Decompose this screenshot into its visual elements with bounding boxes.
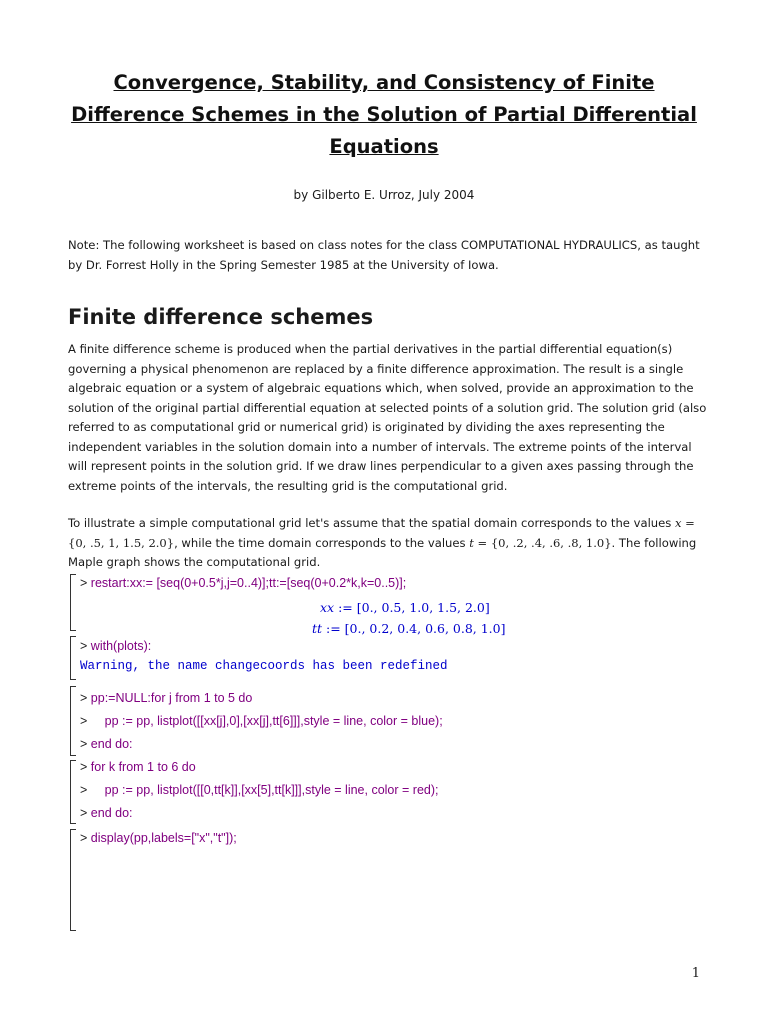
paragraph-2-text-b: , while the time domain corresponds to the values [174,535,470,550]
maple-prompt: > [80,806,88,820]
title-line-1: Convergence, Stability, and Consistency of Finite [113,71,655,94]
paragraph-2-text-a: To illustrate a simple computational grid let's assume that the spatial domain corresponds to the values [68,516,676,530]
maple-prompt: > [80,760,88,774]
maple-cmd-restart: restart:xx:= [seq(0+0.5*j,j=0..4)];tt:=[seq(0+0.2*k,k=0..5)]; [90,576,407,590]
output-tt-val: := [0., 0.2, 0.4, 0.6, 0.8, 1.0] [322,621,506,636]
maple-warning: Warning, the name changecoords has been redefined [80,659,448,673]
exec-group-1-bracket[interactable] [70,574,71,631]
maple-prompt: > [80,714,88,728]
paragraph-1: A finite difference scheme is produced when the partial derivatives in the partial differential equation(s) governing a physical phenomenon are replaced by a finite difference approximation. The result is a single algebraic equation or a system of algebraic equations which, when solved, provide an approximation to the solution of the original partial differential equation at selected points of a solution grid. The solution grid (also referred to as computational grid or numerical grid) is originated by dividing the axes representing the independent variables in the solution domain into a number of intervals. The extreme points of the interval will represent points in the solution grid. If we draw lines perpendicular to a given axes passing through the extreme points of the intervals, the resulting grid is the computational grid. [68,342,707,493]
maple-input-restart[interactable] [80,576,406,590]
paragraph-2-text-c: . The following Maple graph shows the computational grid. [68,535,697,569]
maple-output-tt [312,621,506,636]
maple-output-xx [320,600,490,615]
maple-input-pp-k[interactable] [80,783,439,797]
maple-cmd-display: display(pp,labels=["x","t"]); [90,831,237,845]
maple-cmd-pp-j: pp := pp, listplot([[xx[j],0],[xx[j],tt[6]]],style = line, color = blue); [87,714,443,728]
t-domain-math [469,536,611,550]
t-domain-set: = {0, .2, .4, .6, .8, 1.0} [473,535,612,550]
exec-group-4-bracket[interactable] [70,760,71,824]
maple-cmd-end-2: end do: [90,806,133,820]
document-title [60,67,708,163]
paragraph-2 [68,514,714,573]
x-variable: x [675,516,682,530]
maple-input-display[interactable] [80,831,237,845]
note-paragraph: Note: The following worksheet is based on class notes for the class COMPUTATIONAL HYDRAULICS, as taught by Dr. Forrest Holly in the Spring Semester 1985 at the University of Iowa. [68,238,700,272]
maple-input-with[interactable] [80,639,151,653]
maple-prompt: > [80,737,88,751]
output-tt-var: tt [312,621,323,636]
maple-input-end-2[interactable] [80,806,133,820]
title-line-2: Difference Schemes in the Solution of Partial Differential [71,103,697,126]
maple-cmd-for-k: for k from 1 to 6 do [90,760,196,774]
maple-prompt: > [80,783,88,797]
maple-input-end-1[interactable] [80,737,133,751]
maple-prompt: > [80,691,88,705]
maple-cmd-with: with(plots): [90,639,152,653]
maple-cmd-end-1: end do: [90,737,133,751]
x-domain-set: = {0, .5, 1, 1.5, 2.0} [68,516,695,550]
exec-group-5-bracket[interactable] [70,829,71,931]
exec-group-3-bracket[interactable] [70,686,71,756]
maple-input-pp-j[interactable] [80,714,443,728]
page-number: 1 [691,966,700,981]
maple-cmd-pp-k: pp := pp, listplot([[0,tt[k]],[xx[5],tt[k]]],style = line, color = red); [87,783,439,797]
output-xx-var: xx [320,600,335,615]
maple-input-for-k[interactable] [80,760,196,774]
maple-cmd-pp-null: pp:=NULL:for j from 1 to 5 do [90,691,253,705]
byline: by Gilberto E. Urroz, July 2004 [293,188,475,202]
section-heading: Finite difference schemes [68,305,374,329]
output-xx-val: := [0., 0.5, 1.0, 1.5, 2.0] [334,600,490,615]
maple-prompt: > [80,576,88,590]
maple-prompt: > [80,639,88,653]
maple-input-pp-null[interactable] [80,691,252,705]
maple-prompt: > [80,831,88,845]
title-line-3: Equations [329,135,439,158]
exec-group-2-bracket[interactable] [70,636,71,680]
t-variable: t [469,535,474,550]
